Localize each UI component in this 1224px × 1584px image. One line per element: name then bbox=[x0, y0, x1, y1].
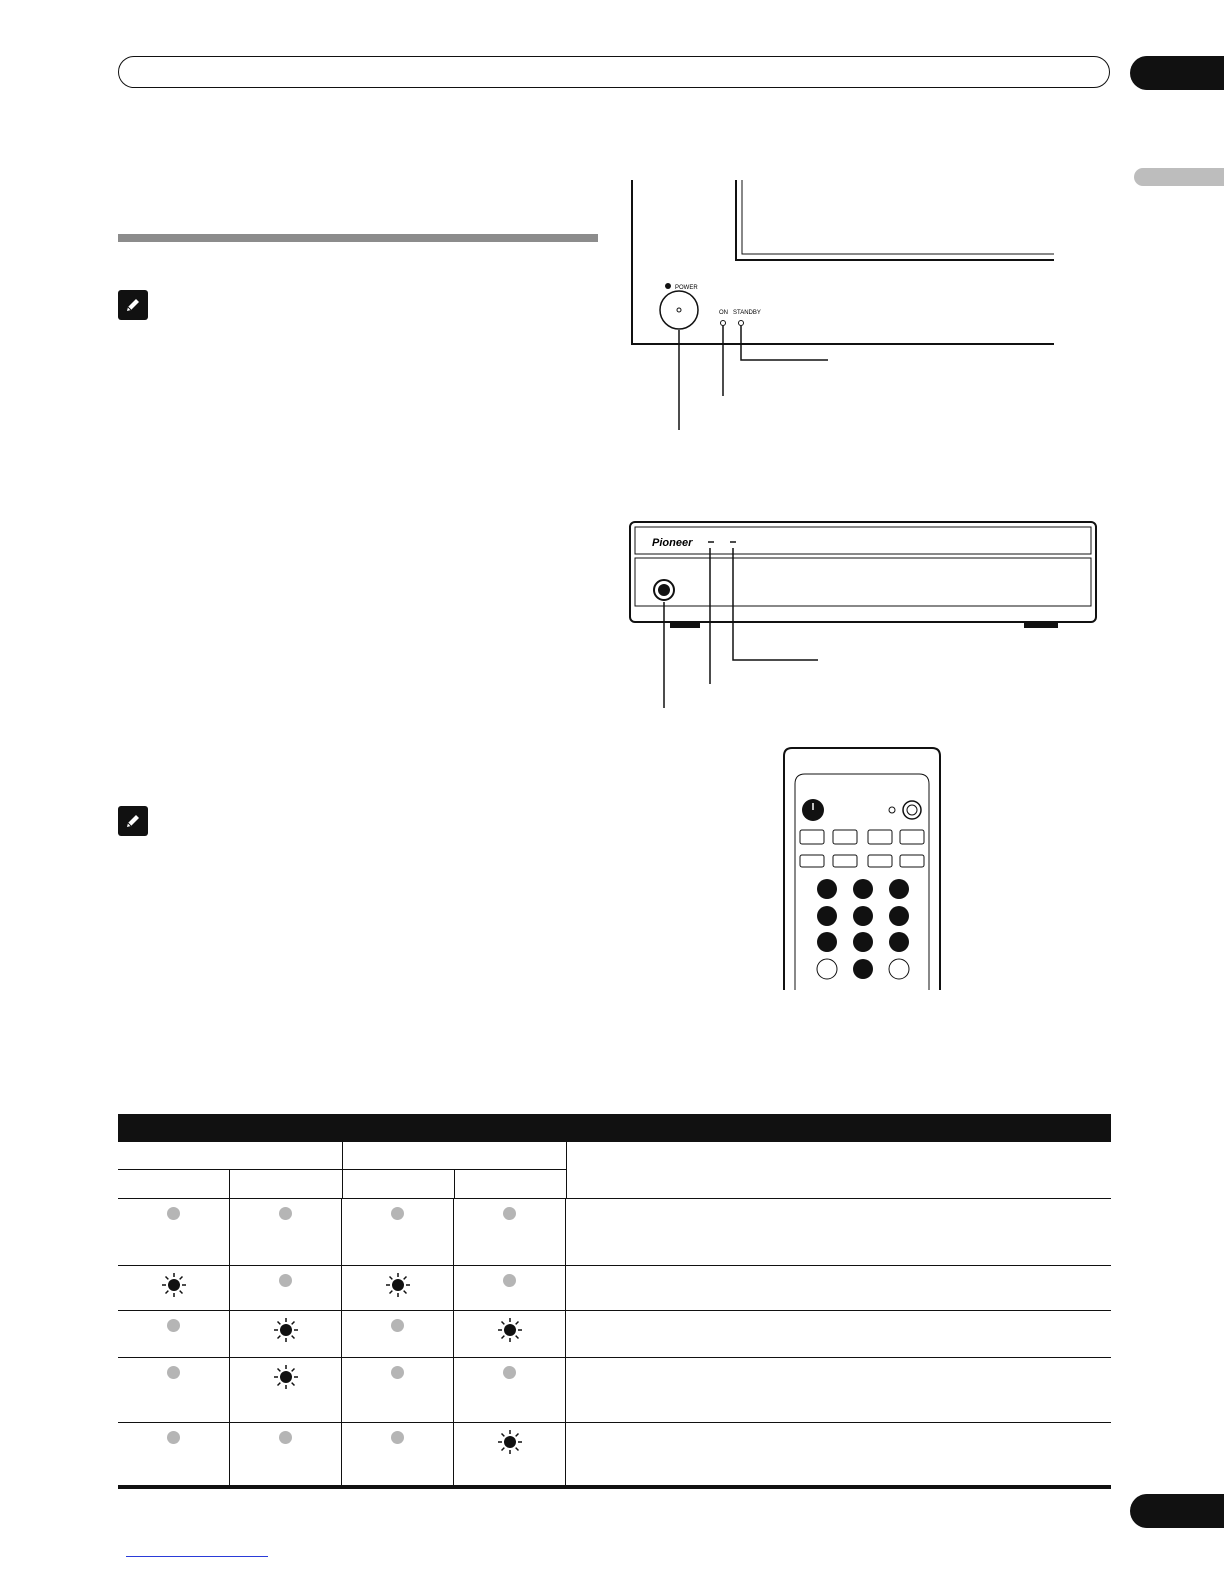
off-indicator-icon bbox=[391, 1207, 404, 1220]
indicator-cell bbox=[118, 1311, 230, 1357]
table-row bbox=[118, 1423, 1111, 1486]
group-header-plasma-display bbox=[118, 1142, 343, 1169]
indicator-cell bbox=[342, 1199, 454, 1265]
sun-lit-indicator-icon bbox=[497, 1317, 523, 1343]
off-indicator-icon bbox=[167, 1207, 180, 1220]
off-indicator-icon bbox=[167, 1319, 180, 1332]
indicator-cell bbox=[118, 1199, 230, 1265]
off-indicator-icon bbox=[391, 1431, 404, 1444]
footer-link[interactable] bbox=[126, 1556, 268, 1557]
indicator-cell bbox=[342, 1358, 454, 1422]
indicator-cell bbox=[454, 1423, 566, 1485]
off-indicator-icon bbox=[279, 1207, 292, 1220]
sun-lit-indicator-icon bbox=[161, 1272, 187, 1298]
indicator-cell bbox=[118, 1358, 230, 1422]
receiver-brand-logo: Pioneer bbox=[652, 537, 693, 549]
off-indicator-icon bbox=[503, 1274, 516, 1287]
indicator-cell bbox=[342, 1423, 454, 1485]
remote-control-illustration bbox=[780, 744, 946, 992]
col-header-display-on bbox=[118, 1170, 230, 1198]
col-header-display-standby bbox=[230, 1170, 342, 1198]
chapter-tab bbox=[1130, 56, 1224, 90]
indicator-cell bbox=[230, 1358, 342, 1422]
indicator-cell bbox=[454, 1358, 566, 1422]
indicator-cell bbox=[118, 1423, 230, 1485]
off-indicator-icon bbox=[167, 1431, 180, 1444]
display-panel-illustration bbox=[620, 176, 1070, 436]
off-indicator-icon bbox=[503, 1207, 516, 1220]
note-pencil-icon bbox=[118, 806, 148, 836]
panel-power-button bbox=[660, 291, 698, 329]
media-receiver-illustration bbox=[622, 518, 1100, 714]
indicator-cell bbox=[342, 1311, 454, 1357]
table-row bbox=[118, 1199, 1111, 1266]
indicator-cell bbox=[230, 1199, 342, 1265]
indicator-cell bbox=[454, 1311, 566, 1357]
page-number-tab bbox=[1130, 1494, 1224, 1528]
power-icon bbox=[665, 283, 671, 289]
off-indicator-icon bbox=[279, 1274, 292, 1287]
table-subheader bbox=[118, 1142, 1111, 1199]
panel-on-indicator bbox=[721, 321, 726, 326]
status-description-cell bbox=[566, 1199, 1111, 1265]
indicator-cell bbox=[454, 1199, 566, 1265]
indicator-cell bbox=[342, 1266, 454, 1310]
panel-standby-label: STANDBY bbox=[733, 310, 761, 316]
panel-power-label: POWER bbox=[675, 285, 698, 291]
off-indicator-icon bbox=[391, 1319, 404, 1332]
group-header-media-receiver bbox=[343, 1142, 568, 1169]
note-pencil-icon bbox=[118, 290, 148, 320]
indicator-cell bbox=[118, 1266, 230, 1310]
indicator-cell bbox=[230, 1423, 342, 1485]
indicator-cell bbox=[454, 1266, 566, 1310]
off-indicator-icon bbox=[167, 1366, 180, 1379]
sun-lit-indicator-icon bbox=[273, 1317, 299, 1343]
table-header-bar bbox=[118, 1114, 1111, 1142]
col-header-receiver-standby bbox=[455, 1170, 567, 1198]
col-header-receiver-on bbox=[343, 1170, 455, 1198]
table-bottom-rule bbox=[118, 1486, 1111, 1489]
sun-lit-indicator-icon bbox=[497, 1429, 523, 1455]
off-indicator-icon bbox=[391, 1366, 404, 1379]
status-description-cell bbox=[566, 1423, 1111, 1485]
table-row bbox=[118, 1311, 1111, 1358]
panel-standby-indicator bbox=[739, 321, 744, 326]
col-header-status bbox=[567, 1142, 1111, 1198]
off-indicator-icon bbox=[503, 1366, 516, 1379]
indicator-cell bbox=[230, 1311, 342, 1357]
table-body bbox=[118, 1199, 1111, 1486]
sun-lit-indicator-icon bbox=[273, 1364, 299, 1390]
section-heading-rule bbox=[118, 234, 598, 242]
indicator-cell bbox=[230, 1266, 342, 1310]
language-tab bbox=[1134, 168, 1224, 186]
table-row bbox=[118, 1266, 1111, 1311]
table-row bbox=[118, 1358, 1111, 1423]
indicator-status-table bbox=[118, 1114, 1111, 1489]
sun-lit-indicator-icon bbox=[385, 1272, 411, 1298]
header-bar bbox=[118, 56, 1110, 88]
status-description-cell bbox=[566, 1311, 1111, 1357]
panel-on-label: ON bbox=[719, 310, 728, 316]
status-description-cell bbox=[566, 1358, 1111, 1422]
status-description-cell bbox=[566, 1266, 1111, 1310]
off-indicator-icon bbox=[279, 1431, 292, 1444]
